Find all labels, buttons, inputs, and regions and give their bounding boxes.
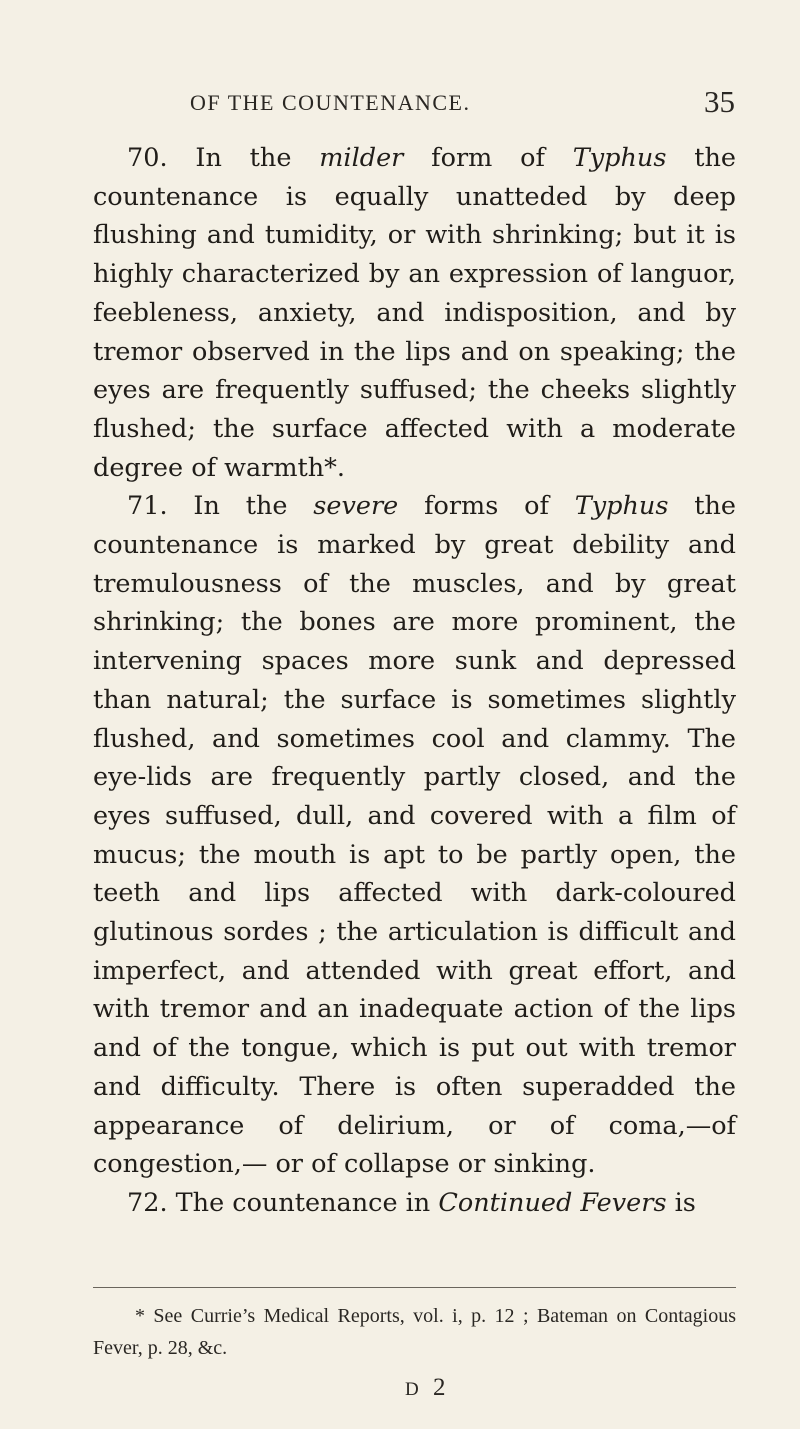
paragraph-70	[93, 139, 736, 487]
italic-term: Continued Fevers	[438, 1187, 667, 1218]
paragraph-text: In the	[167, 143, 320, 173]
paragraph-text: the countenance is marked by great debility and tremulousness of the muscles, and by great shrinking; the bones are more prominent, the intervening spaces more sunk and depressed than natural; the surface is sometimes slightly flushed, and sometimes cool and clammy. The eye-lids are frequently partly closed, and the eyes suffused, dull, and covered with a film of mucus; the mouth is apt to be partly open, the teeth and lips affected with dark-coloured glutinous sordes ; the articulation is difficult and imperfect, and attended with great effort, and with tremor and an inadequate action of the lips and of the tongue, which is put out with tremor and difficulty. There is often superadded the appearance of delirium, or of coma,—of congestion,— or of collapse or sinking.	[93, 491, 737, 1180]
paragraph-text: In the	[167, 491, 314, 522]
italic-term: Typhus	[572, 143, 667, 173]
paragraph-text: form of	[403, 143, 573, 173]
paragraph-number: 71.	[127, 491, 168, 522]
footnote	[93, 1300, 736, 1364]
page-number: 35	[704, 84, 735, 119]
signature-number: 2	[432, 1374, 450, 1401]
paragraph-number: 72.	[127, 1187, 168, 1218]
running-head	[190, 84, 735, 124]
italic-term: Typhus	[574, 491, 669, 522]
footnote-rule	[93, 1287, 736, 1288]
paragraph-text: forms of	[398, 491, 575, 522]
footnote-text: * See Currie’s Medical Reports, vol. i, p. 12 ; Bateman on Contagious Fever, p. 28, &c.	[93, 1305, 736, 1359]
running-title: OF THE COUNTENANCE.	[190, 90, 471, 115]
paragraph-71	[93, 487, 736, 1184]
signature-letter: D	[405, 1379, 423, 1400]
paragraph-text: The countenance in	[167, 1187, 439, 1218]
italic-term: milder	[319, 143, 404, 173]
paragraph-text: is	[666, 1187, 696, 1218]
paragraph-text: the countenance is equally unatteded by deep flushing and tumidity, or with shrinking; but it is highly characterized by an expression of languor, feebleness, anxiety, and indisposition, and by tremor observed in the lips and on speaking; the eyes are frequently suffused; the cheeks slightly flushed; the surface affected with a moderate degree of warmth*.	[93, 143, 736, 483]
paragraph-72	[93, 1184, 736, 1223]
signature-mark	[405, 1374, 449, 1402]
italic-term: severe	[313, 491, 399, 522]
paragraph-number: 70.	[127, 143, 168, 173]
body-text	[93, 139, 736, 1223]
